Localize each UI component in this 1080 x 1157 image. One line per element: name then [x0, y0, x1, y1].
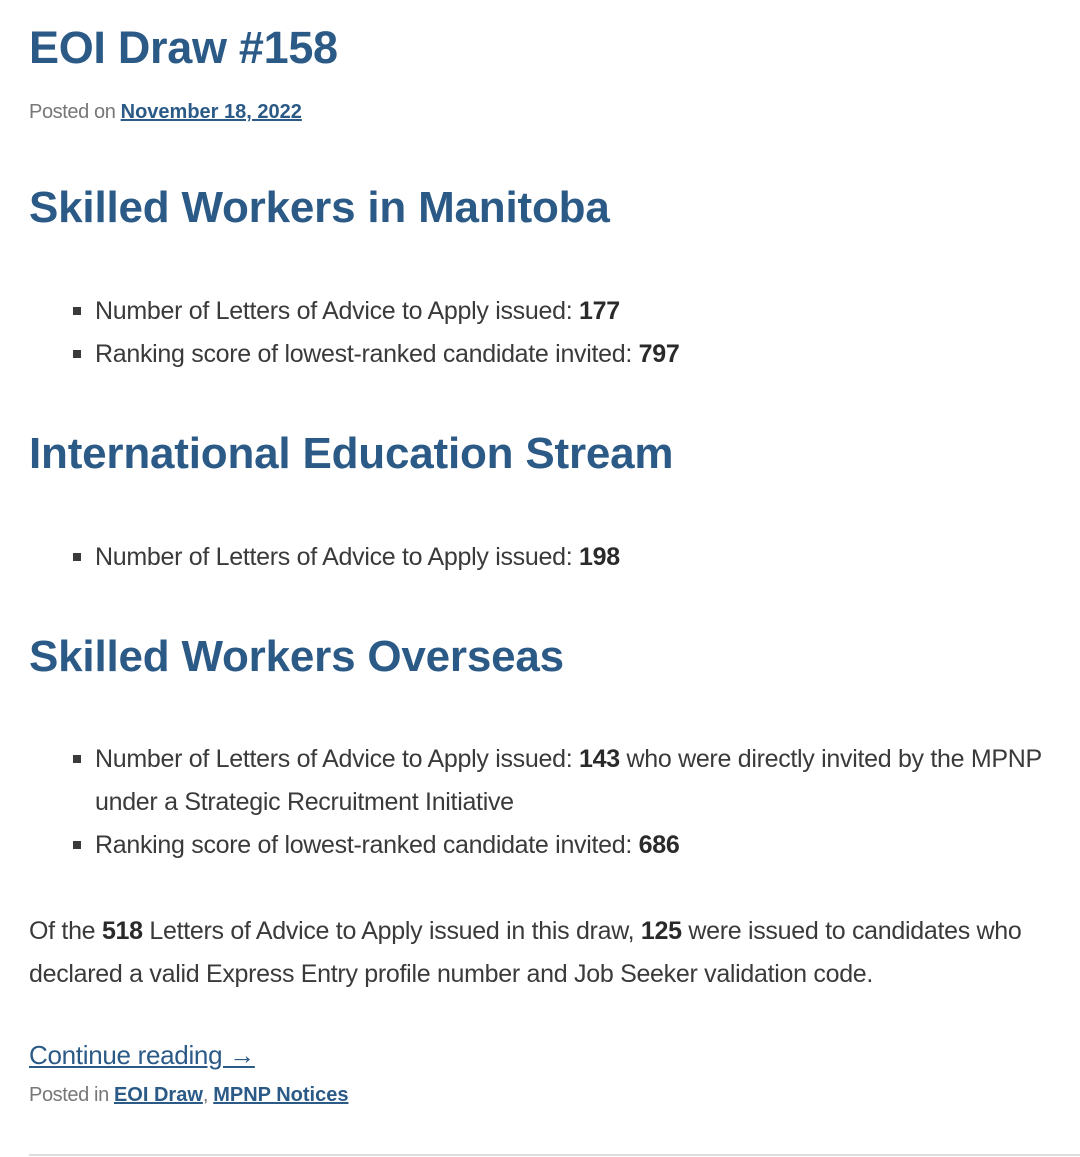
- category-separator: ,: [202, 1084, 209, 1106]
- posted-on-label: Posted on: [29, 101, 116, 123]
- posted-in-label: Posted in: [29, 1084, 109, 1106]
- item-value: 143: [579, 745, 620, 773]
- list-item: [73, 333, 1068, 376]
- list-skilled-workers-overseas: [73, 738, 1068, 867]
- item-label: Ranking score of lowest-ranked candidate invited:: [95, 340, 632, 368]
- post-title: EOI Draw #158: [29, 22, 338, 73]
- list-skilled-workers-manitoba: [73, 290, 1068, 376]
- summary-total: 518: [101, 917, 143, 945]
- post-categories: [29, 1084, 348, 1107]
- summary-express-entry-count: 125: [640, 917, 682, 945]
- post-meta: [29, 101, 302, 124]
- post-date-link[interactable]: November 18, 2022: [120, 101, 302, 123]
- item-value: 797: [638, 340, 680, 368]
- bullet-icon: [73, 307, 81, 315]
- item-label: Ranking score of lowest-ranked candidate invited:: [95, 831, 632, 859]
- list-international-education: [73, 536, 1068, 579]
- category-link-mpnp-notices[interactable]: MPNP Notices: [213, 1084, 349, 1106]
- item-value: 198: [579, 543, 620, 571]
- item-suffix: who were directly invited by the MPNP under a Strategic Recruitment Initiative: [95, 745, 1042, 816]
- list-item: [73, 536, 1068, 579]
- item-value: 686: [638, 831, 680, 859]
- section-heading-international-education: International Education Stream: [29, 429, 674, 478]
- item-label: Number of Letters of Advice to Apply issued:: [95, 745, 573, 773]
- bullet-icon: [73, 553, 81, 561]
- bullet-icon: [73, 755, 81, 763]
- summary-text-1: Of the: [29, 917, 96, 945]
- summary-paragraph: [29, 910, 1059, 996]
- list-item: [73, 824, 1068, 867]
- list-item: [73, 290, 1068, 333]
- item-value: 177: [579, 297, 620, 325]
- item-label: Number of Letters of Advice to Apply issued:: [95, 543, 573, 571]
- bullet-icon: [73, 350, 81, 358]
- bullet-icon: [73, 841, 81, 849]
- summary-text-2: Letters of Advice to Apply issued in this draw,: [149, 917, 635, 945]
- summary-text-3: were issued to candidates who declared a valid Express Entry profile number and Job Seeker validation code.: [29, 917, 1022, 988]
- section-heading-skilled-workers-overseas: Skilled Workers Overseas: [29, 632, 564, 681]
- section-heading-skilled-workers-manitoba: Skilled Workers in Manitoba: [29, 183, 610, 232]
- item-label: Number of Letters of Advice to Apply issued:: [95, 297, 573, 325]
- category-link-eoi-draw[interactable]: EOI Draw: [113, 1084, 203, 1106]
- continue-reading-link[interactable]: Continue reading →: [29, 1040, 255, 1070]
- list-item: [73, 738, 1068, 824]
- divider: [29, 1154, 1080, 1156]
